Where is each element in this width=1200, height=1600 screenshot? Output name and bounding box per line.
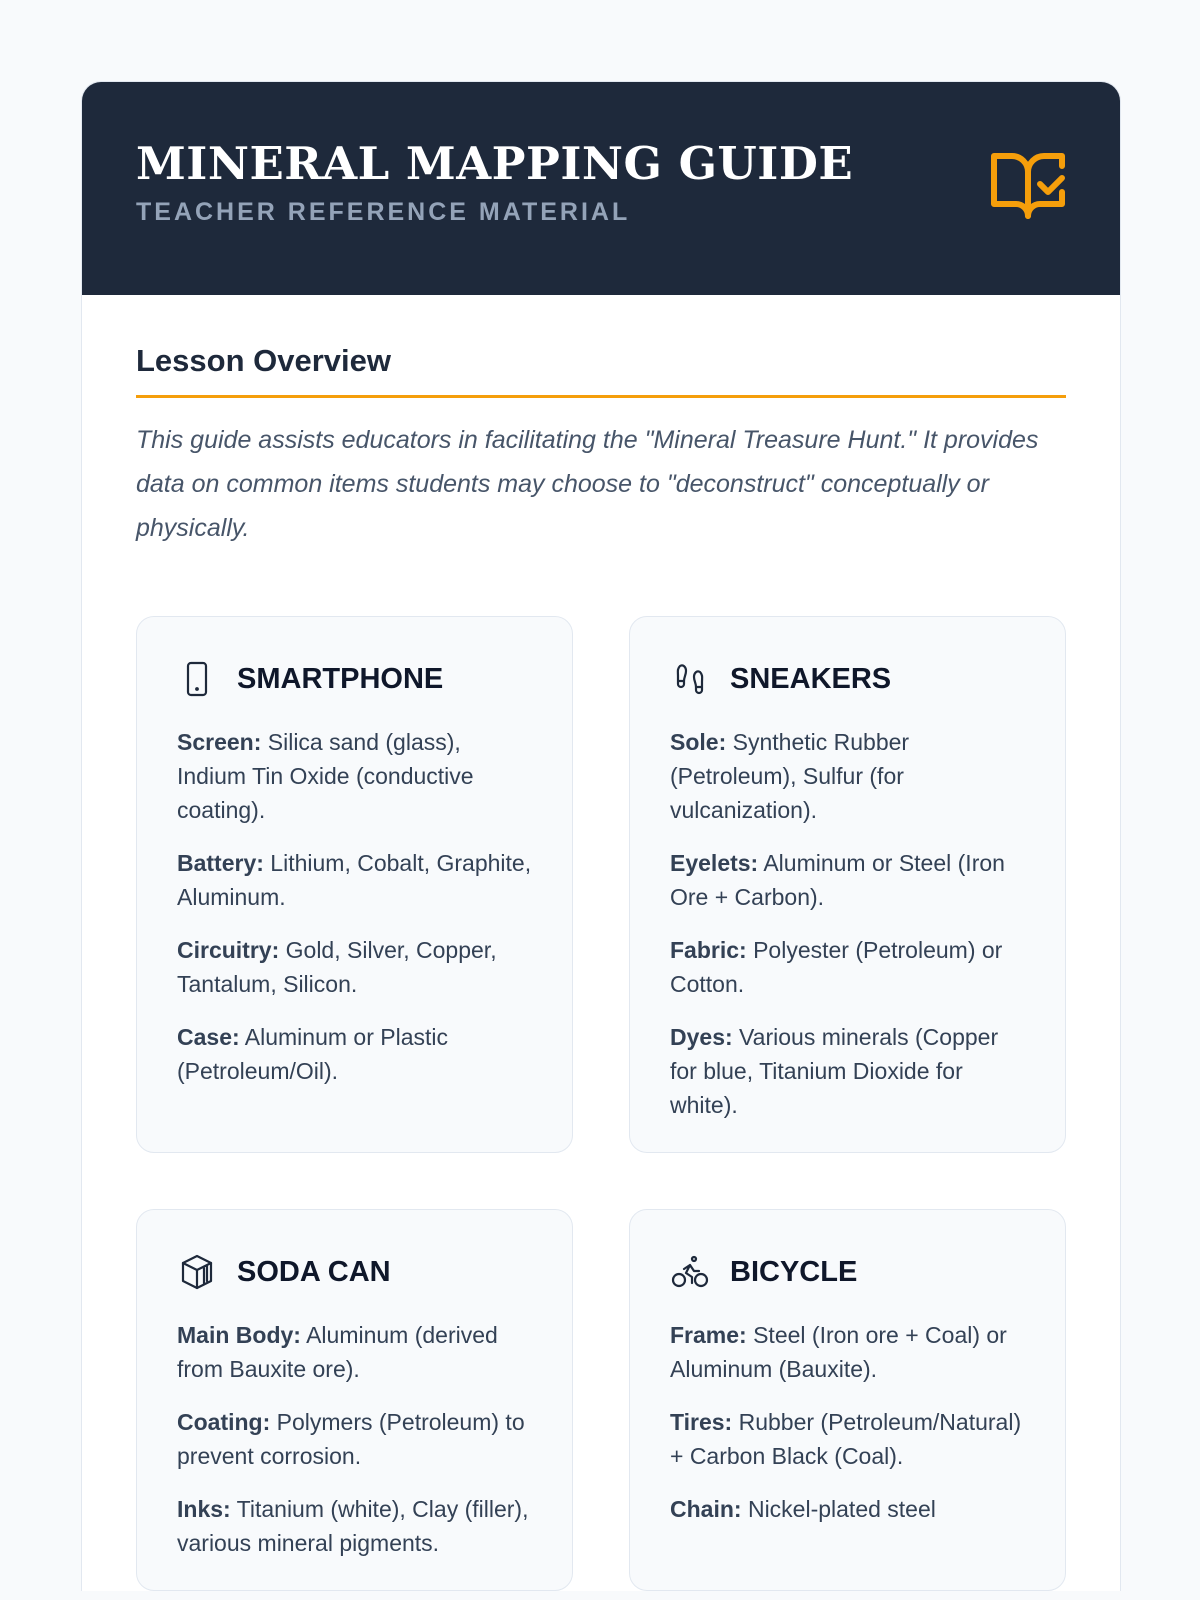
material-item <box>177 933 532 1001</box>
book-check-icon <box>990 152 1066 222</box>
item-cards <box>136 616 1066 1591</box>
material-item <box>177 846 532 914</box>
page-subtitle: TEACHER REFERENCE MATERIAL <box>136 198 631 226</box>
material-text: Aluminum or Plastic (Petroleum/Oil). <box>177 1024 449 1084</box>
section-heading: Lesson Overview <box>136 343 1066 398</box>
material-label: Dyes: <box>670 1024 733 1050</box>
main-content <box>82 295 1120 1591</box>
material-text: Lithium, Cobalt, Graphite, Aluminum. <box>177 850 532 910</box>
material-text: Titanium (white), Clay (filler), various mineral pigments. <box>177 1496 529 1556</box>
material-item <box>670 725 1025 827</box>
material-label: Coating: <box>177 1409 271 1435</box>
footprints-icon <box>670 659 710 699</box>
material-label: Tires: <box>670 1409 733 1435</box>
material-text: Polyester (Petroleum) or Cotton. <box>670 937 1003 997</box>
page-title: MINERAL MAPPING GUIDE <box>136 137 854 190</box>
material-text: Polymers (Petroleum) to prevent corrosion. <box>177 1409 525 1469</box>
material-item <box>670 1020 1025 1122</box>
material-text: Synthetic Rubber (Petroleum), Sulfur (for vulcanization). <box>670 729 910 823</box>
smartphone-icon <box>177 659 217 699</box>
card-smartphone <box>136 616 573 1153</box>
material-text: Various minerals (Copper for blue, Titanium Dioxide for white). <box>670 1024 999 1118</box>
card-soda-can <box>136 1209 573 1591</box>
material-item <box>670 1492 1025 1526</box>
material-text: Aluminum (derived from Bauxite ore). <box>177 1322 498 1382</box>
material-label: Case: <box>177 1024 240 1050</box>
material-text: Nickel-plated steel <box>741 1496 936 1522</box>
card-title-row <box>177 1252 532 1292</box>
card-title-row <box>670 1252 1025 1292</box>
material-label: Circuitry: <box>177 937 280 963</box>
card-title: BICYCLE <box>730 1255 858 1288</box>
intro-text: This guide assists educators in facilitating the "Mineral Treasure Hunt." It provides data on common items students may choose to "deconstruct" conceptually or physically. <box>136 426 1039 542</box>
material-item <box>670 1405 1025 1473</box>
card-title: SNEAKERS <box>730 662 892 695</box>
card-bicycle <box>629 1209 1066 1591</box>
card-title: SMARTPHONE <box>237 662 444 695</box>
material-text: Steel (Iron ore + Coal) or Aluminum (Bauxite). <box>670 1322 1007 1382</box>
material-item <box>177 1405 532 1473</box>
guide-container <box>81 81 1121 1591</box>
material-text: Gold, Silver, Copper, Tantalum, Silicon. <box>177 937 497 997</box>
material-label: Fabric: <box>670 937 747 963</box>
card-sneakers <box>629 616 1066 1153</box>
material-item <box>670 846 1025 914</box>
material-text: Silica sand (glass), Indium Tin Oxide (conductive coating). <box>177 729 474 823</box>
card-title-row <box>670 659 1025 699</box>
material-label: Eyelets: <box>670 850 759 876</box>
material-item <box>177 1492 532 1560</box>
card-title-row <box>177 659 532 699</box>
material-item <box>177 725 532 827</box>
material-label: Sole: <box>670 729 727 755</box>
package-icon <box>177 1252 217 1292</box>
material-item <box>670 933 1025 1001</box>
material-label: Chain: <box>670 1496 742 1522</box>
material-text: Aluminum or Steel (Iron Ore + Carbon). <box>670 850 1005 910</box>
bike-icon <box>670 1252 710 1292</box>
material-label: Frame: <box>670 1322 747 1348</box>
material-item <box>177 1318 532 1386</box>
material-text: Rubber (Petroleum/Natural) + Carbon Black (Coal). <box>670 1409 1022 1469</box>
material-item <box>670 1318 1025 1386</box>
material-label: Inks: <box>177 1496 231 1522</box>
material-label: Main Body: <box>177 1322 301 1348</box>
header <box>82 82 1120 295</box>
material-label: Screen: <box>177 729 262 755</box>
card-title: SODA CAN <box>237 1255 391 1288</box>
material-label: Battery: <box>177 850 264 876</box>
material-item <box>177 1020 532 1088</box>
